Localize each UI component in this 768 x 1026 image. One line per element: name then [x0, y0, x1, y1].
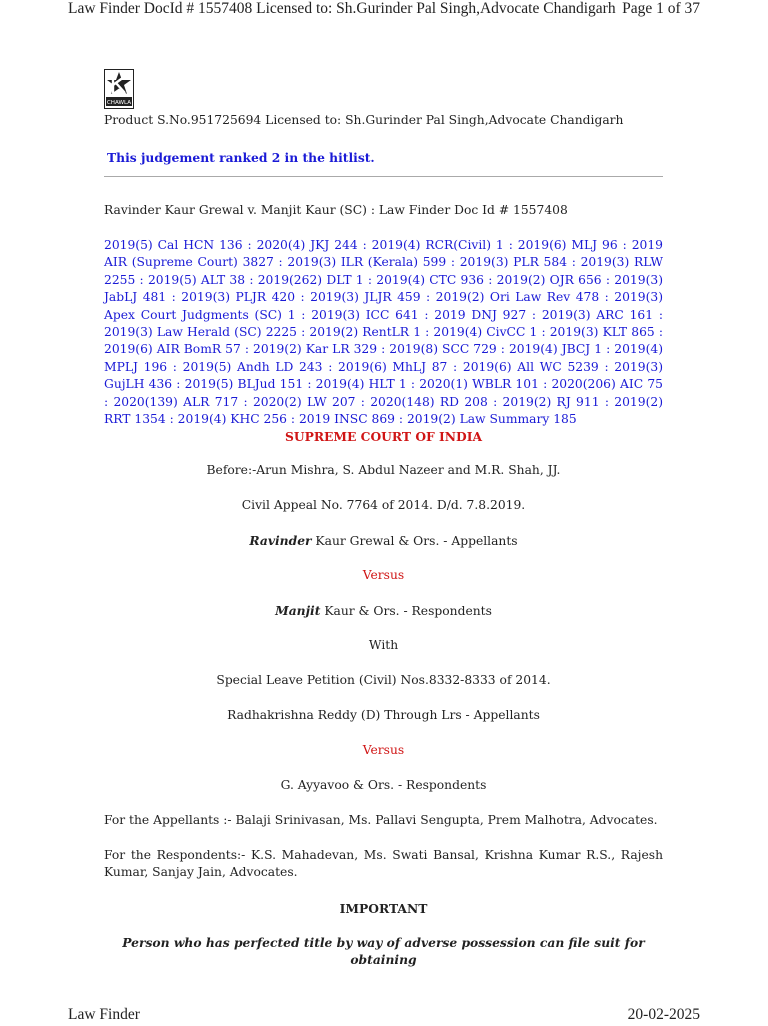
- for-respondents: For the Respondents:- K.S. Mahadevan, Ms. Swati Bansal, Krishna Kumar R.S., Rajesh Kumar, Sanjay Jain, Advocates.: [104, 848, 663, 880]
- headnote: Person who has perfected title by way of adverse possession can file suit for obtaining: [122, 935, 645, 968]
- page-footer: [68, 1006, 700, 1026]
- for-appellants: For the Appellants :- Balaji Srinivasan, Ms. Pallavi Sengupta, Prem Malhotra, Advocates.: [104, 813, 658, 827]
- chawla-logo: [104, 69, 134, 109]
- party-respondents-name: Manjit: [275, 603, 321, 618]
- party-appellants: [104, 532, 663, 550]
- bench: Before:-Arun Mishra, S. Abdul Nazeer and M.R. Shah, JJ.: [206, 463, 561, 477]
- versus-2: Versus: [362, 743, 405, 757]
- logo-caption: CHAWLA: [106, 100, 132, 106]
- divider: [104, 176, 663, 177]
- with-label: With: [368, 638, 399, 652]
- hitlist-rank: This judgement ranked 2 in the hitlist.: [107, 150, 375, 165]
- party-respondents-rest: Kaur & Ors. - Respondents: [320, 604, 492, 618]
- appeal-number: Civil Appeal No. 7764 of 2014. D/d. 7.8.2019.: [241, 498, 526, 512]
- important-heading: IMPORTANT: [339, 901, 428, 916]
- footer-date: 20-02-2025: [627, 1006, 700, 1023]
- page-header: [68, 0, 700, 20]
- page-number: Page 1 of 37: [622, 0, 700, 17]
- party-respondents-2: G. Ayyavoo & Ors. - Respondents: [280, 778, 487, 792]
- chawla-logo-icon: [104, 69, 134, 109]
- slp-number: Special Leave Petition (Civil) Nos.8332-8333 of 2014.: [216, 673, 551, 687]
- case-title: Ravinder Kaur Grewal v. Manjit Kaur (SC) : Law Finder Doc Id # 1557408: [104, 203, 568, 217]
- party-respondents: [104, 602, 663, 620]
- court-name: SUPREME COURT OF INDIA: [284, 429, 483, 444]
- party-appellants-2: Radhakrishna Reddy (D) Through Lrs - Appellants: [227, 708, 540, 722]
- party-appellants-rest: Kaur Grewal & Ors. - Appellants: [311, 534, 518, 548]
- footer-brand: Law Finder: [68, 1006, 140, 1023]
- versus-1: Versus: [362, 568, 405, 582]
- product-line: Product S.No.951725694 Licensed to: Sh.Gurinder Pal Singh,Advocate Chandigarh: [104, 113, 624, 127]
- header-license-text: Law Finder DocId # 1557408 Licensed to: Sh.Gurinder Pal Singh,Advocate Chandigarh: [68, 0, 616, 17]
- party-appellants-name: Ravinder: [249, 533, 312, 548]
- citations[interactable]: 2019(5) Cal HCN 136 : 2020(4) JKJ 244 : 2019(4) RCR(Civil) 1 : 2019(6) MLJ 96 : 2019 AIR (Supreme Court) 3827 : 2019(3) ILR (Kerala) 599 : 2019(3) PLR 584 : 2019(3) RLW 2255 : 2019(5) ALT 38 : 2019(262) DLT 1 : 2019(4) CTC 936 : 2019(2) OJR 656 : 2019(3) JabLJ 481 : 2019(3) PLJR 420 : 2019(3) JLJR 459 : 2019(2) Ori Law Rev 478 : 2019(3) Apex Court Judgments (SC) 1 : 2019(3) ICC 641 : 2019 DNJ 927 : 2019(3) ARC 161 : 2019(3) Law Herald (SC) 2225 : 2019(2) RentLR 1 : 2019(4) CivCC 1 : 2019(3) KLT 865 : 2019(6) AIR BomR 57 : 2019(2) Kar LR 329 : 2019(8) SCC 729 : 2019(4) JBCJ 1 : 2019(4) MPLJ 196 : 2019(5) Andh LD 243 : 2019(6) MhLJ 87 : 2019(6) All WC 5239 : 2019(3) GujLH 436 : 2019(5) BLJud 151 : 2019(4) HLT 1 : 2020(1) WBLR 101 : 2020(206) AIC 75 : 2020(139) ALR 717 : 2020(2) LW 207 : 2020(148) RD 208 : 2019(2) RJ 911 : 2019(2) RRT 1354 : 2019(4) KHC 256 : 2019 INSC 869 : 2019(2) Law Summary 185: [104, 238, 663, 427]
